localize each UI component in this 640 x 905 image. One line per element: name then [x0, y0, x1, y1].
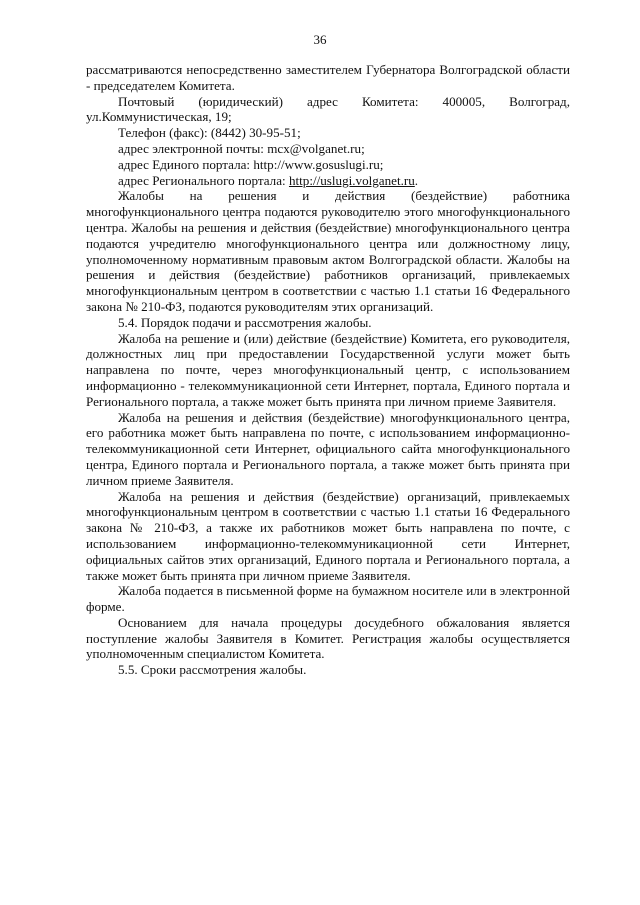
email-address: адрес электронной почты: mcx@volganet.ru;: [118, 140, 365, 156]
section-heading-5-5: 5.5. Сроки рассмотрения жалобы.: [118, 662, 307, 678]
section-heading-5-4: 5.4. Порядок подачи и рассмотрения жалобы.: [118, 314, 372, 330]
paragraph-mfc-complaint: Жалоба на решения и действия (бездействие) многофункционального центра, его работника может быть направлена по почте, с использованием информационно-телекоммуникационной сети Интернет, официального сайта многофункционального центра, Единого портала и Регионального портала, а также может быть принята при личном приеме Заявителя.: [86, 409, 570, 488]
regional-portal-address: [86, 173, 570, 189]
paragraph-appeal-basis: Основанием для начала процедуры досудебного обжалования является поступление жалобы Заявителя в Комитет. Регистрация жалобы осуществляется уполномоченным специалистом Комитета.: [86, 614, 570, 662]
regional-portal-suffix: .: [414, 172, 419, 188]
paragraph-continuation: рассматриваются непосредственно заместителем Губернатора Волгоградской области - председателем Комитета.: [86, 62, 570, 93]
regional-portal-prefix: адрес Регионального портала:: [118, 172, 289, 188]
paragraph-mfc-complaints: Жалобы на решения и действия (бездействие) работника многофункционального центра подаются руководителю этого многофункционального центра. Жалобы на решения и действия (бездействие) многофункционального центра подаются учредителю многофункционального центра или должностному лицу, уполномоченному нормативным правовым актом Волгоградской области. Жалобы на решения и действия (бездействие) работников организаций, привлекаемых многофункциональным центром в соответствии с частью 1.1 статьи 16 Федерального закона № 210-ФЗ, подаются руководителям этих организаций.: [86, 188, 570, 314]
unified-portal-address: адрес Единого портала: http://www.gosuslugi.ru;: [118, 156, 384, 172]
paragraph-organizations-complaint: Жалоба на решения и действия (бездействие) организаций, привлекаемых многофункциональным центром в соответствии с частью 1.1 статьи 16 Федерального закона № 210-ФЗ, а также их работников может быть направлена по почте, с использованием информационно-телекоммуникационной сети Интернет, официальных сайтов этих организаций, Единого портала и Регионального портала, а также может быть принята при личном приеме Заявителя.: [86, 488, 570, 583]
paragraph-complaint-form: Жалоба подается в письменной форме на бумажном носителе или в электронной форме.: [86, 583, 570, 615]
document-body: [86, 62, 570, 678]
regional-portal-link[interactable]: http://uslugi.volganet.ru: [288, 172, 415, 188]
page-number: 36: [313, 32, 327, 47]
paragraph-committee-complaint: Жалоба на решение и (или) действие (бездействие) Комитета, его руководителя, должностных лиц при предоставлении Государственной услуги может быть направлена по почте, через многофункциональный центр, с использованием информационно - телекоммуникационной сети Интернет, портала, Единого портала и Регионального портала, а также может быть принята при личном приеме Заявителя.: [86, 330, 570, 409]
phone-fax: Телефон (факс): (8442) 30-95-51;: [118, 125, 301, 141]
postal-address: Почтовый (юридический) адрес Комитета: 400005, Волгоград, ул.Коммунистическая, 19;: [86, 93, 570, 125]
